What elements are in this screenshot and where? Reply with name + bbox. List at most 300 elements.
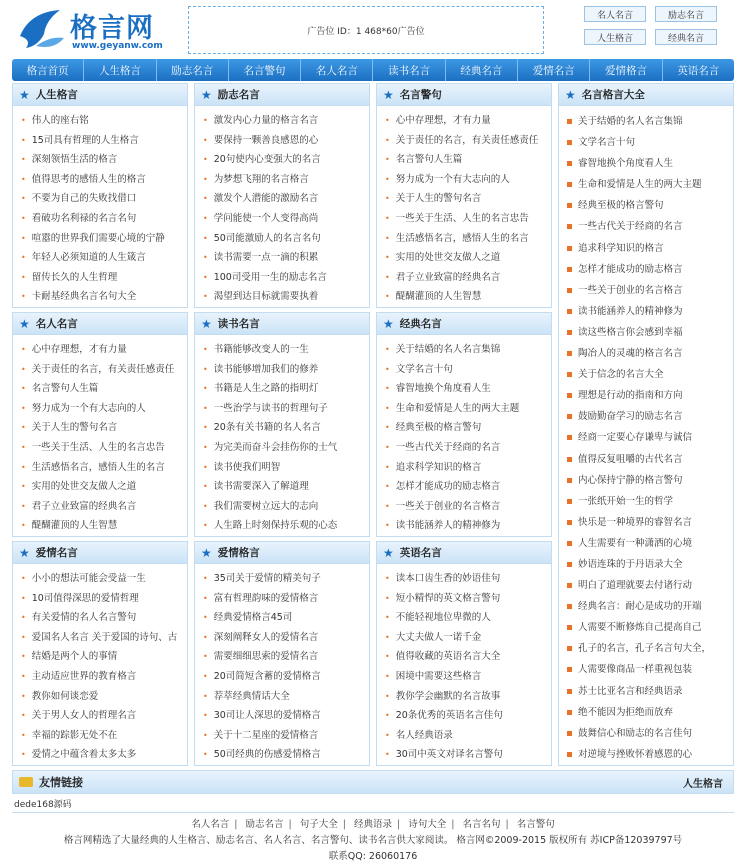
list-item-link[interactable]: 生命和爱情是人生的两大主题 [395,402,520,414]
bullet-icon [567,372,572,377]
list-item-link[interactable]: 一些关于创业的名言格言 [578,284,683,296]
list-item-link[interactable]: 读书需要一点一滴的积累 [213,252,319,264]
list-item-link[interactable]: 关于人生的警句名言 [395,193,482,205]
bullet-icon: • [21,345,26,354]
nav-item-yingyu[interactable]: 英语名言 [677,64,720,77]
panel-header [377,313,551,335]
list-item-link[interactable]: 苏士比亚名言和经典语录 [578,685,683,697]
nav-item-rensheng[interactable]: 人生格言 [84,59,156,81]
list-item-link[interactable]: 生活感悟名言，感悟人生的名言 [395,232,529,244]
panel-title[interactable]: 经典名言 [399,318,442,330]
list-item-link[interactable]: 关于信念的名言大全 [578,369,664,381]
list-item-link[interactable]: 留传长久的人生哲理 [31,271,118,283]
list-item [567,723,733,744]
bullet-icon: • [21,691,26,701]
bullet-icon: • [385,730,390,740]
list-item-link[interactable]: 20句使内心变强大的名言 [213,154,321,166]
list-item-link[interactable]: 15司具有哲理的人生格言 [31,134,139,146]
footer-link[interactable]: 诗句大全 [408,819,447,830]
list-item [21,340,187,360]
list-item-link[interactable]: 人需要像商品一样重视包装 [578,664,693,676]
list-item-link[interactable]: 深刻阐释女人的爱情名言 [213,631,319,643]
bullet-icon [567,667,572,672]
list-item-link[interactable]: 教你如何谈恋爱 [31,690,99,702]
nav-item-jingdian[interactable]: 经典名言 [446,59,518,81]
list-item [203,497,369,517]
list-item-link[interactable]: 怎样才能成功的励志格言 [395,481,501,493]
star-icon: ★ [201,316,212,331]
panel-header [13,313,187,335]
list-item-link[interactable]: 书籍能够改变人的一生 [213,344,309,355]
bullet-icon [567,604,572,609]
list-item [385,628,551,648]
list-item [21,745,187,765]
list-item [21,628,187,648]
list-item [21,647,187,667]
panel-header [195,313,369,335]
bullet-icon: • [21,155,26,165]
panel-title[interactable]: 励志名言 [217,89,260,101]
list-item-link[interactable]: 卡耐基经典名言名句大全 [31,291,137,303]
logo-url: www.geyanw.com [72,41,163,51]
list-item [21,569,187,589]
list-item-link[interactable]: 为梦想飞翔的名言格言 [213,173,309,185]
bullet-icon: • [203,652,208,662]
list-item [203,628,369,648]
bullet-icon: • [203,292,208,302]
bullet-icon: • [385,613,390,623]
list-item-link[interactable]: 鼓舞信心和励志的名言佳句 [578,727,693,739]
list-item-link[interactable]: 读书能够增加我们的修养 [213,363,319,375]
panel [194,83,370,308]
list-item [21,111,187,131]
list-item-link[interactable]: 50司能激励人的名言名句 [213,232,321,244]
list-item-link[interactable]: 一张纸开始一生的哲学 [578,495,674,507]
list-item-link[interactable]: 名人经典语录 [395,729,453,741]
list-item-link[interactable]: 教你学会幽默的名言故事 [395,690,501,702]
list-item-link[interactable]: 100司受用一生的励志名言 [213,271,327,283]
panel-list [195,564,369,765]
list-item [567,744,733,765]
list-item [567,111,733,132]
list-item-link[interactable]: 内心保持宁静的格言警句 [578,474,683,486]
list-item-link[interactable]: 人生路上时刻保持乐观的心态 [213,520,338,532]
nav-item-aiqing-mingyan[interactable]: 爱情名言 [518,59,590,81]
list-item-link[interactable]: 心中存理想，才有力量 [31,344,127,355]
bullet-icon: • [21,462,26,472]
list-item-link[interactable]: 追求科学知识的格言 [395,461,482,473]
list-item-link[interactable]: 关于结婚的名人名言集锦 [578,116,683,127]
bullet-icon: • [21,482,26,492]
footer-links: 名人名言 | 励志名言 | 句子大全 | 经典语录 | 诗句大全 | 名言名句 | 名言警句 [191,819,555,830]
list-item-link[interactable]: 幸福的踪影无处不在 [31,729,118,741]
list-item [567,364,733,385]
list-item [203,647,369,667]
quick-link-rensheng[interactable]: 人生格言 [584,29,646,45]
star-icon: ★ [201,87,212,102]
bullet-icon [567,520,572,525]
list-item [567,238,733,259]
handshake-icon [19,777,33,787]
list-item [567,554,733,575]
bullet-icon: • [385,135,390,145]
list-item-link[interactable]: 激发内心力量的格言名言 [213,115,319,126]
bullet-icon: • [21,730,26,740]
list-item [203,268,369,288]
list-item [203,209,369,229]
list-item-link[interactable]: 35司关于爱情的精美句子 [213,573,321,584]
list-item-link[interactable]: 一些关于生活、人生的名言忠告 [31,441,165,453]
bullet-icon: • [21,272,26,282]
quick-link-lizhi[interactable]: 励志名言 [655,6,717,22]
list-item-link[interactable]: 努力成为一个有大志向的人 [31,402,146,414]
list-item-link[interactable]: 读本口齿生香的妙语佳句 [395,573,501,584]
list-item-link[interactable]: 君子立业致富的经典名言 [395,271,501,283]
star-icon: ★ [383,545,394,560]
bullet-icon: • [21,632,26,642]
list-item-link[interactable]: 文学名言十句 [578,137,636,149]
list-item-link[interactable]: 追求科学知识的格言 [578,242,664,254]
bullet-icon [567,309,572,314]
bullet-icon: • [21,292,26,302]
list-item [385,209,551,229]
star-icon: ★ [19,316,30,331]
list-item-link[interactable]: 50司经典的伤感爱情格言 [213,749,321,761]
list-item-link[interactable]: 短小精悍的英文格言警句 [395,592,501,604]
list-item-link[interactable]: 不能轻视地位卑微的人 [395,612,491,624]
list-item [385,111,551,131]
list-item-link[interactable]: 伟人的座右铭 [31,115,89,126]
bullet-icon: • [203,135,208,145]
list-item-link[interactable]: 有关爱情的名人名言警句 [31,612,137,624]
panel [376,312,552,537]
list-item [203,340,369,360]
bullet-icon: • [385,501,390,511]
list-item-link[interactable]: 渴望到达目标就需要执着 [213,291,319,303]
bullet-icon: • [21,116,26,125]
panel-title[interactable]: 英语名言 [399,547,442,559]
logo-bird-icon [16,6,68,52]
bullet-icon: • [21,135,26,145]
friend-link[interactable]: dede168源码 [14,800,72,810]
panel [12,312,188,537]
list-item-link[interactable]: 我们需要树立远大的志向 [213,500,319,512]
list-item-link[interactable]: 一些古代关于经商的名言 [578,221,683,233]
list-item-link[interactable]: 读书需要深入了解道理 [213,481,309,493]
list-item-link[interactable]: 需要细细思索的爱情名言 [213,651,319,663]
list-item-link[interactable]: 年轻人必须知道的人生箴言 [31,252,146,264]
bullet-icon: • [203,730,208,740]
bullet-icon: • [385,462,390,472]
list-item-link[interactable]: 明白了道理就要去付诸行动 [578,580,693,592]
bullet-icon [567,351,572,356]
bullet-icon: • [21,593,26,603]
list-item [21,189,187,209]
bullet-icon: • [385,574,390,583]
bullet-icon: • [385,364,390,374]
list-item-link[interactable]: 喧嚣的世界我们需要心境的宁静 [31,232,165,244]
list-item-link[interactable]: 激发个人潜能的激励名言 [213,193,319,205]
list-item-link[interactable]: 10司值得深思的爱情哲理 [31,592,139,604]
list-item-link[interactable]: 名言警句人生篇 [31,383,99,395]
list-item-link[interactable]: 困境中需要这些格言 [395,670,482,682]
side-panel-header [559,84,733,106]
panel-header [13,84,187,106]
footer-link[interactable]: 句子大全 [299,819,338,830]
bullet-icon: • [203,750,208,760]
list-item-link[interactable]: 关于男人女人的哲理名言 [31,710,137,722]
list-item-link[interactable]: 大丈夫做人一诺千金 [395,631,482,643]
bullet-icon: • [203,345,208,354]
panel-list [13,106,187,307]
panel [376,83,552,308]
star-icon: ★ [19,87,30,102]
list-item-link[interactable]: 值得思考的感悟人生的格言 [31,173,146,185]
list-item-link[interactable]: 绝不能因为拒绝而放弃 [578,706,674,718]
list-item [567,280,733,301]
list-item-link[interactable]: 一些治学与读书的哲理句子 [213,402,328,414]
bullet-icon: • [385,750,390,760]
list-item-link[interactable]: 书籍是人生之路的指明灯 [213,383,319,395]
star-icon: ★ [565,87,576,102]
list-item [203,726,369,746]
list-item [567,638,733,659]
list-item-link[interactable]: 为完美而奋斗会挂伤你的士气 [213,441,338,453]
bullet-icon: • [385,233,390,243]
side-panel-list [559,106,733,765]
nav-item-jingju[interactable]: 名言警句 [229,59,301,81]
friend-links-bar [12,770,734,794]
list-item-link[interactable]: 爱情之中蕴含着太多太多 [31,749,137,761]
panel-title[interactable]: 名人名言 [35,318,78,330]
list-item-link[interactable]: 关于结婚的名人名言集锦 [395,344,501,355]
list-item [203,399,369,419]
bullet-icon: • [385,691,390,701]
panel-title[interactable]: 爱情名言 [35,547,78,559]
footer-link[interactable]: 名言警句 [516,819,555,830]
list-item-link[interactable]: 一些古代关于经商的名言 [395,441,501,453]
friend-links-right[interactable]: 人生格言 [683,778,723,790]
list-item [21,379,187,399]
bullet-icon: • [203,233,208,243]
bullet-icon [567,414,572,419]
list-item-link[interactable]: 睿智地换个角度看人生 [395,383,491,395]
list-item-link[interactable]: 不要为自己的失败找借口 [31,193,137,205]
bullet-icon: • [203,442,208,452]
list-item-link[interactable]: 读书能涵养人的精神修为 [578,305,683,317]
list-item-link[interactable]: 经典至极的格言警句 [578,200,664,212]
site-logo[interactable] [12,4,172,54]
list-item-link[interactable]: 值得反复咀嚼的古代名言 [578,453,683,465]
bullet-icon: • [385,194,390,204]
list-item [21,287,187,307]
list-item-link[interactable]: 30司中英文对译名言警句 [395,749,503,761]
nav-item-aiqing-geyan[interactable]: 爱情格言 [590,59,662,81]
list-item-link[interactable]: 读书使我们明智 [213,461,281,473]
list-item [567,385,733,406]
bullet-icon: • [21,442,26,452]
list-item [567,427,733,448]
list-item-link[interactable]: 心中存理想，才有力量 [395,115,491,126]
list-item [567,512,733,533]
list-item-link[interactable]: 努力成为一个有大志向的人 [395,173,510,185]
quick-link-jingdian[interactable]: 经典名言 [655,29,717,45]
list-item [21,516,187,536]
bullet-icon: • [203,213,208,223]
bullet-icon: • [21,253,26,263]
list-item [385,458,551,478]
list-item [203,687,369,707]
list-item-link[interactable]: 鼓励勤奋学习的励志名言 [578,411,683,423]
list-item [203,745,369,765]
list-item-link[interactable]: 妙语连珠的于丹语录大全 [578,558,683,570]
list-item-link[interactable]: 20条有关书籍的名人名言 [213,422,321,434]
list-item-link[interactable]: 经商一定要心存谦卑与诚信 [578,432,693,444]
footer-link[interactable]: 名人名言 [191,819,230,830]
quick-link-mingren[interactable]: 名人名言 [584,6,646,22]
list-item [203,569,369,589]
list-item-link[interactable]: 值得收藏的英语名言大全 [395,651,501,663]
panel-title[interactable]: 人生格言 [35,89,78,101]
list-item-link[interactable]: 理想是行动的指南和方向 [578,390,683,402]
list-item-link[interactable]: 文学名言十句 [395,363,453,375]
list-item-link[interactable]: 看破功名利禄的名言名句 [31,212,137,224]
list-item-link[interactable]: 名言警句人生篇 [395,154,463,166]
list-item-link[interactable]: 人生需要有一种潇洒的心境 [578,537,693,549]
nav-item-lizhi[interactable]: 励志名言 [157,59,229,81]
list-item-link[interactable]: 经典爱情格言45司 [213,612,293,624]
list-item-link[interactable]: 小小的想法可能会受益一生 [31,573,146,584]
panel-list [13,564,187,765]
nav-item-dushu[interactable]: 读书名言 [373,59,445,81]
bullet-icon: • [385,632,390,642]
list-item-link[interactable]: 经典名言：耐心是成功的开端 [578,601,702,613]
bullet-icon: • [385,652,390,662]
bullet-icon [567,288,572,293]
list-item-link[interactable]: 富有哲理韵味的爱情格言 [213,592,319,604]
footer [12,812,734,866]
list-item-link[interactable]: 醍醐灌顶的人生智慧 [31,520,118,532]
list-item [203,248,369,268]
list-item-link[interactable]: 读书能涵养人的精神修为 [395,520,501,532]
panel-title[interactable]: 读书名言 [217,318,260,330]
bullet-icon: • [21,364,26,374]
list-item [385,248,551,268]
list-item-link[interactable]: 一些关于生活、人生的名言忠告 [395,212,529,224]
list-item [21,209,187,229]
list-item [21,477,187,497]
list-item-link[interactable]: 爱国名人名言 关于爱国的诗句、古 [31,631,178,643]
footer-link[interactable]: 经典语录 [353,819,392,830]
list-item [385,287,551,307]
bullet-icon: • [21,750,26,760]
bullet-icon [567,246,572,251]
list-item-link[interactable]: 关于责任的名言，有关责任感责任 [31,363,175,375]
footer-contact: 联系QQ: 26060176 [328,851,418,862]
list-item-link[interactable]: 醍醐灌顶的人生智慧 [395,291,482,303]
list-item [567,491,733,512]
list-item-link[interactable]: 30司让人深思的爱情格言 [213,710,321,722]
bullet-icon: • [385,213,390,223]
list-item [385,379,551,399]
list-item-link[interactable]: 读这些格言你会感到幸福 [578,326,683,338]
list-item-link[interactable]: 结婚是两个人的事情 [31,651,118,663]
bullet-icon: • [385,482,390,492]
list-item-link[interactable]: 对逆境与挫败怀着感恩的心 [578,748,693,760]
list-item-link[interactable]: 关于十二星座的爱情格言 [213,729,319,741]
list-item-link[interactable]: 君子立业致富的经典名言 [31,500,137,512]
bullet-icon: • [21,233,26,243]
bullet-icon: • [203,593,208,603]
list-item-link[interactable]: 要保持一颗善良感恩的心 [213,134,319,146]
nav-item-mingren[interactable]: 名人名言 [301,59,373,81]
list-item-link[interactable]: 人需要不断修炼自己提高自己 [578,622,702,634]
list-item [567,659,733,680]
list-item-link[interactable]: 陶冶人的灵魂的格言名言 [578,348,683,360]
list-item [567,575,733,596]
bullet-icon [567,478,572,483]
list-item-link[interactable]: 孔子的名言，孔子名言句大全， [578,643,712,655]
side-panel-title[interactable]: 名言格言大全 [581,89,645,101]
bullet-icon [567,689,572,694]
list-item [385,360,551,380]
bullet-icon: • [21,501,26,511]
list-item-link[interactable]: 荐萃经典情话大全 [213,690,290,702]
list-item-link[interactable]: 20司简短含蓄的爱情格言 [213,670,321,682]
list-item-link[interactable]: 经典至极的格言警句 [395,422,482,434]
list-item-link[interactable]: 实用的处世交友做人之道 [31,481,137,493]
friend-links-title: 友情链接 [39,776,83,789]
bullet-icon: • [21,671,26,681]
footer-link[interactable]: 励志名言 [245,819,284,830]
panel-title[interactable]: 名言警句 [399,89,442,101]
list-item-link[interactable]: 实用的处世交友做人之道 [395,252,501,264]
list-item [21,150,187,170]
list-item-link[interactable]: 学问能使一个人变得高尚 [213,212,319,224]
list-item-link[interactable]: 深刻领悟生活的格言 [31,154,118,166]
list-item [385,399,551,419]
list-item [567,322,733,343]
bullet-icon: • [21,384,26,394]
list-item-link[interactable]: 生活感悟名言，感悟人生的名言 [31,461,165,473]
list-item-link[interactable]: 20条优秀的英语名言佳句 [395,710,503,722]
footer-link[interactable]: 名言名句 [462,819,501,830]
list-item-link[interactable]: 关于责任的名言，有关责任感责任 [395,134,539,146]
list-item [21,458,187,478]
list-item-link[interactable]: 怎样才能成功的励志格言 [578,263,683,275]
nav-item-home[interactable]: 格言首页 [12,59,84,81]
list-item [385,647,551,667]
list-item [21,438,187,458]
list-item [21,170,187,190]
panel-list [13,335,187,536]
panel-title[interactable]: 爱情格言 [217,547,260,559]
list-item-link[interactable]: 生命和爱情是人生的两大主题 [578,179,702,191]
bullet-icon: • [203,364,208,374]
list-item [21,608,187,628]
bullet-icon [567,182,572,187]
panel-list [195,335,369,536]
list-item [21,418,187,438]
bullet-icon: • [203,155,208,165]
list-item-link[interactable]: 一些关于创业的名言格言 [395,500,501,512]
list-item-link[interactable]: 主动适应世界的教育格言 [31,670,137,682]
panel [194,312,370,537]
list-item-link[interactable]: 睿智地换个角度看人生 [578,158,674,170]
list-item-link[interactable]: 快乐是一种境界的睿智名言 [578,516,693,528]
list-item-link[interactable]: 关于人生的警句名言 [31,422,118,434]
list-item [385,131,551,151]
